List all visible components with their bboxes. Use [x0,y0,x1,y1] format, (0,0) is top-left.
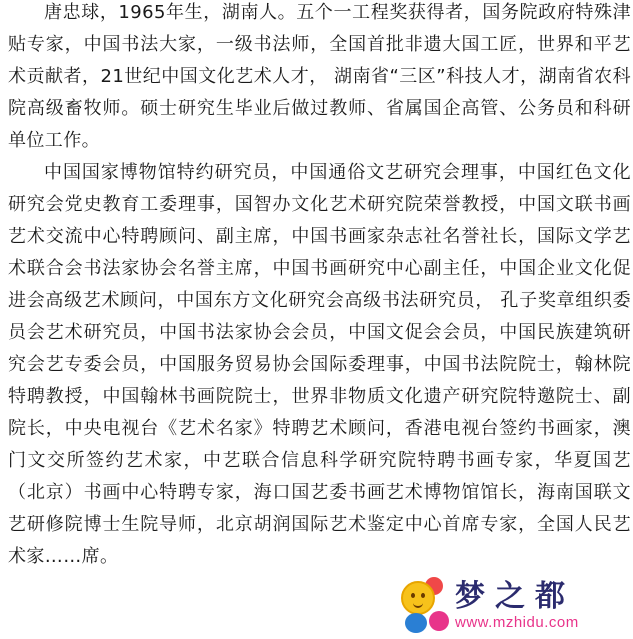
watermark-title: 梦之都 [455,579,575,614]
logo-pink-dot [429,611,449,631]
logo-blue-dot [405,613,427,633]
bio-paragraph-2: 中国国家博物馆特约研究员，中国通俗文艺研究会理事，中国红色文化研究会党史教育工委理事，国智办文化艺术研究院荣誉教授，中国文联书画艺术交流中心特聘顾问、副主席，中国书画家杂志社名誉社长，国际文学艺术联合会书法家协会名誉主席，中国书画研究中心副主任，中国企业文化促进会高级艺术顾问，中国东方文化研究会高级书法研究员， 孔子奖章组织委员会艺术研究员，中国书法家协会会员，中国文促会会员，中国民族建筑研究会艺专委会员，中国服务贸易协会国际委理事，中国书法院院士，翰林院特聘教授，中国翰林书画院院士，世界非物质文化遗产研究院特邀院士、副院长，中央电视台《艺术名家》特聘艺术顾问，香港电视台签约书画家，澳门文交所签约艺术家，中艺联合信息科学研究院特聘书画专家，华夏国艺（北京）书画中心特聘专家，海口国艺委书画艺术博物馆馆长，海南国联文艺研修院博士生院导师，北京胡润国际艺术鉴定中心首席专家，全国人民艺术家……席。 [8,162,631,567]
watermark-url: www.mzhidu.com [455,614,579,631]
bio-paragraph-1: 唐忠球，1965年生，湖南人。五个一工程奖获得者，国务院政府特殊津贴专家，中国书法大家，一级书法师，全国首批非遗大国工匠，世界和平艺术贡献者，21世纪中国文化艺术人才， 湖南省“三区”科技人才，湖南省农科院高级畜牧师。硕士研究生毕业后做过教师、省属国企高管、公务员和科研单位工作。 [8,2,631,151]
logo-smiley-face [401,581,435,615]
mzhidu-logo-icon [399,577,453,635]
site-watermark [395,575,627,637]
watermark-text [455,580,579,632]
